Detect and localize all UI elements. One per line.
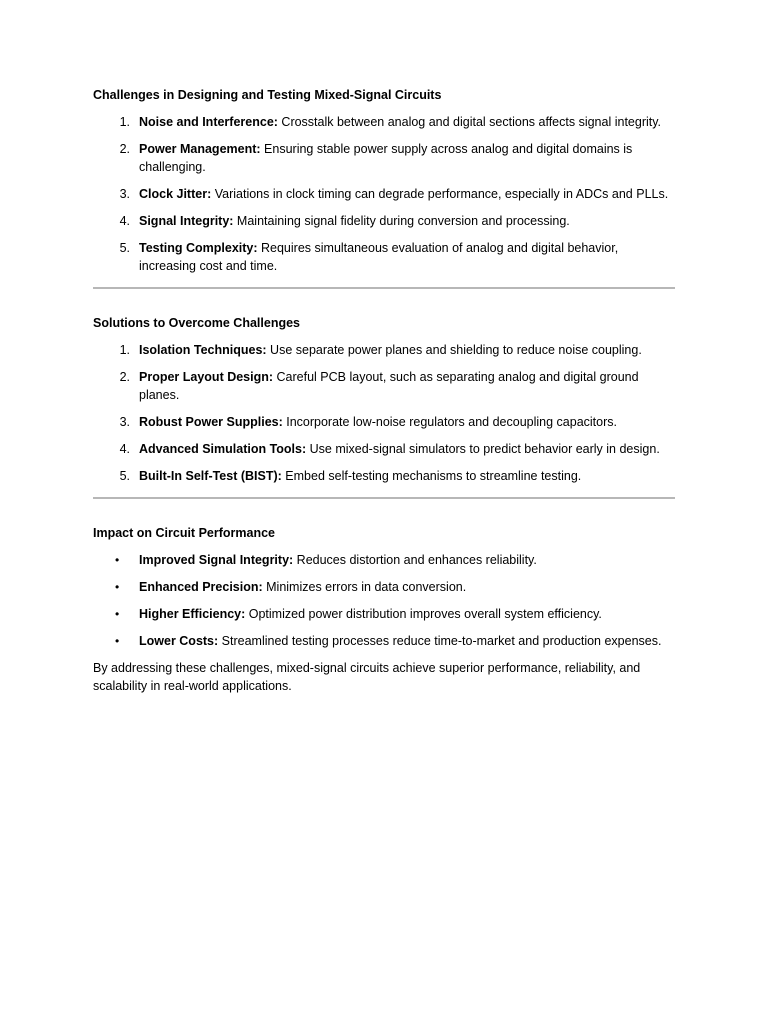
solutions-list (93, 341, 675, 485)
list-item (93, 467, 675, 485)
list-item-term: Enhanced Precision: (139, 580, 263, 594)
list-item-text: Optimized power distribution improves overall system efficiency. (245, 607, 602, 621)
horizontal-divider (93, 287, 675, 289)
list-item (93, 239, 675, 275)
list-item (93, 140, 675, 176)
list-item-term: Lower Costs: (139, 634, 219, 648)
list-item (93, 341, 675, 359)
list-item-text: Minimizes errors in data conversion. (262, 580, 467, 594)
list-number: 2. (119, 142, 130, 156)
list-item-text: Reduces distortion and enhances reliability. (293, 553, 537, 567)
list-number: 5. (119, 469, 130, 483)
section-heading-challenges: Challenges in Designing and Testing Mixed-Signal Circuits (93, 88, 442, 102)
list-item-term: Isolation Techniques: (139, 343, 267, 357)
list-item (93, 632, 675, 650)
list-item-term: Robust Power Supplies: (139, 415, 283, 429)
list-item (93, 185, 675, 203)
list-number: 4. (119, 214, 130, 228)
list-item (93, 605, 675, 623)
list-item-term: Power Management: (139, 142, 261, 156)
list-item-text: Use mixed-signal simulators to predict behavior early in design. (306, 442, 660, 456)
document-page (93, 86, 675, 695)
list-item-term: Clock Jitter: (139, 187, 212, 201)
list-item-term: Signal Integrity: (139, 214, 234, 228)
list-item-text: Incorporate low-noise regulators and decoupling capacitors. (282, 415, 617, 429)
list-item-text: Careful PCB layout, such as separating analog and digital ground planes. (139, 370, 639, 402)
section-heading-solutions: Solutions to Overcome Challenges (93, 316, 300, 330)
bullet-icon: • (115, 553, 120, 567)
list-item (93, 368, 675, 404)
list-item-term: Higher Efficiency: (139, 607, 246, 621)
list-item-text: Streamlined testing processes reduce time-to-market and production expenses. (218, 634, 662, 648)
list-number: 4. (119, 442, 130, 456)
section-heading-impact: Impact on Circuit Performance (93, 526, 275, 540)
bullet-icon: • (115, 580, 120, 594)
list-item-term: Proper Layout Design: (139, 370, 274, 384)
bullet-icon: • (115, 634, 120, 648)
horizontal-divider (93, 497, 675, 499)
list-item-text: Use separate power planes and shielding to reduce noise coupling. (266, 343, 642, 357)
list-item (93, 413, 675, 431)
challenges-list (93, 113, 675, 275)
list-item-term: Improved Signal Integrity: (139, 553, 294, 567)
list-item (93, 113, 675, 131)
list-item-text: Variations in clock timing can degrade performance, especially in ADCs and PLLs. (211, 187, 669, 201)
list-item (93, 440, 675, 458)
list-item-text: Crosstalk between analog and digital sections affects signal integrity. (277, 115, 662, 129)
list-number: 5. (119, 241, 130, 255)
list-number: 2. (119, 370, 130, 384)
list-item (93, 578, 675, 596)
list-number: 3. (119, 187, 130, 201)
list-item-text: Requires simultaneous evaluation of analog and digital behavior, increasing cost and time. (139, 241, 619, 273)
bullet-icon: • (115, 607, 120, 621)
list-item-term: Built-In Self-Test (BIST): (139, 469, 282, 483)
list-item-text: Embed self-testing mechanisms to streamline testing. (281, 469, 582, 483)
list-item-term: Noise and Interference: (139, 115, 278, 129)
list-item-term: Testing Complexity: (139, 241, 258, 255)
list-item (93, 212, 675, 230)
list-item-term: Advanced Simulation Tools: (139, 442, 307, 456)
closing-paragraph: By addressing these challenges, mixed-signal circuits achieve superior performance, reliability, and scalability in real-world applications. (93, 661, 641, 693)
list-number: 3. (119, 415, 130, 429)
list-number: 1. (119, 343, 130, 357)
list-item (93, 551, 675, 569)
list-item-text: Maintaining signal fidelity during conversion and processing. (233, 214, 570, 228)
list-number: 1. (119, 115, 130, 129)
list-item-text: Ensuring stable power supply across analog and digital domains is challenging. (139, 142, 633, 174)
impact-list (93, 551, 675, 650)
